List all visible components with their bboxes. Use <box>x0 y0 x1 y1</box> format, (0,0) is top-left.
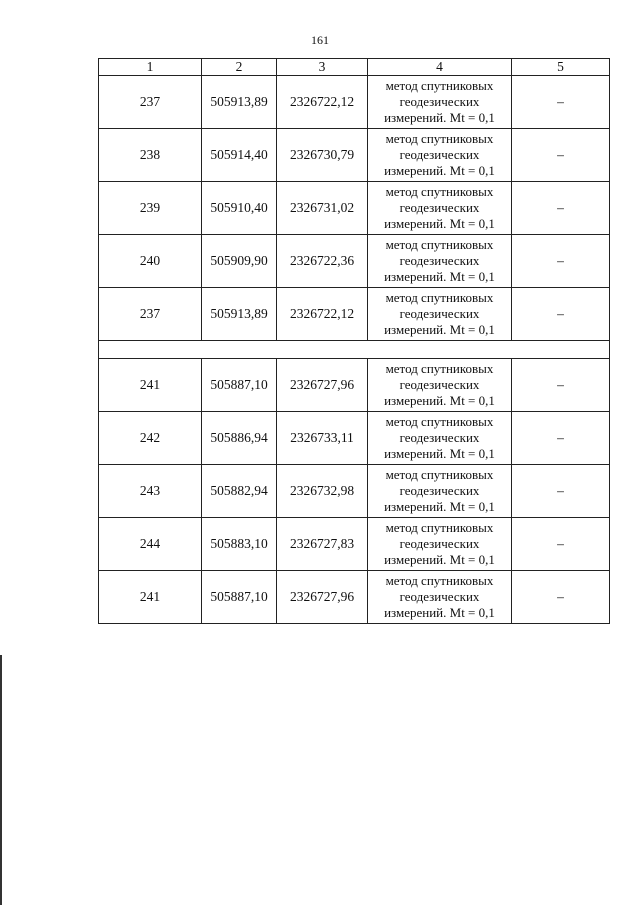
method-line: геодезических <box>399 377 480 392</box>
method-line: метод спутниковых <box>385 414 494 429</box>
x-coordinate: 505883,10 <box>202 518 277 571</box>
y-coordinate: 2326732,98 <box>277 465 368 518</box>
note-cell: – <box>512 465 610 518</box>
method-line: метод спутниковых <box>385 78 494 93</box>
x-coordinate: 505886,94 <box>202 412 277 465</box>
y-coordinate: 2326722,12 <box>277 76 368 129</box>
method-cell <box>368 288 512 341</box>
note-cell: – <box>512 235 610 288</box>
x-coordinate: 505887,10 <box>202 359 277 412</box>
column-header: 2 <box>202 59 277 76</box>
method-line: измерений. Mt = 0,1 <box>384 216 495 231</box>
point-number: 244 <box>99 518 202 571</box>
method-line: метод спутниковых <box>385 184 494 199</box>
y-coordinate: 2326722,12 <box>277 288 368 341</box>
method-cell <box>368 518 512 571</box>
page-number: 161 <box>311 33 329 47</box>
method-line: геодезических <box>399 430 480 445</box>
note-cell: – <box>512 359 610 412</box>
method-cell <box>368 359 512 412</box>
x-coordinate: 505914,40 <box>202 129 277 182</box>
method-line: метод спутниковых <box>385 520 494 535</box>
group-separator-row <box>99 341 610 359</box>
point-number: 237 <box>99 76 202 129</box>
y-coordinate: 2326727,83 <box>277 518 368 571</box>
x-coordinate: 505909,90 <box>202 235 277 288</box>
y-coordinate: 2326727,96 <box>277 571 368 624</box>
y-coordinate: 2326722,36 <box>277 235 368 288</box>
x-coordinate: 505913,89 <box>202 288 277 341</box>
method-line: геодезических <box>399 200 480 215</box>
note-cell: – <box>512 412 610 465</box>
table-row <box>99 288 610 341</box>
method-line: измерений. Mt = 0,1 <box>384 163 495 178</box>
method-line: измерений. Mt = 0,1 <box>384 269 495 284</box>
method-line: метод спутниковых <box>385 290 494 305</box>
table-row <box>99 359 610 412</box>
method-line: метод спутниковых <box>385 573 494 588</box>
table-row <box>99 235 610 288</box>
table-row <box>99 465 610 518</box>
table-row <box>99 182 610 235</box>
method-line: измерений. Mt = 0,1 <box>384 322 495 337</box>
point-number: 237 <box>99 288 202 341</box>
table-row <box>99 518 610 571</box>
y-coordinate: 2326733,11 <box>277 412 368 465</box>
method-line: измерений. Mt = 0,1 <box>384 499 495 514</box>
method-line: измерений. Mt = 0,1 <box>384 110 495 125</box>
scan-edge-line <box>0 655 2 905</box>
method-cell <box>368 76 512 129</box>
table-header-row <box>99 59 610 76</box>
note-cell: – <box>512 518 610 571</box>
column-header: 4 <box>368 59 512 76</box>
point-number: 241 <box>99 359 202 412</box>
note-cell: – <box>512 129 610 182</box>
note-cell: – <box>512 571 610 624</box>
point-number: 240 <box>99 235 202 288</box>
method-cell <box>368 412 512 465</box>
coordinates-table <box>98 58 610 624</box>
method-line: геодезических <box>399 536 480 551</box>
method-line: измерений. Mt = 0,1 <box>384 446 495 461</box>
method-cell <box>368 129 512 182</box>
x-coordinate: 505887,10 <box>202 571 277 624</box>
point-number: 241 <box>99 571 202 624</box>
method-line: метод спутниковых <box>385 237 494 252</box>
note-cell: – <box>512 182 610 235</box>
table-row <box>99 76 610 129</box>
table-row <box>99 571 610 624</box>
x-coordinate: 505913,89 <box>202 76 277 129</box>
method-line: метод спутниковых <box>385 467 494 482</box>
group-separator-cell <box>99 341 610 359</box>
method-line: геодезических <box>399 306 480 321</box>
note-cell: – <box>512 288 610 341</box>
y-coordinate: 2326731,02 <box>277 182 368 235</box>
table-row <box>99 129 610 182</box>
column-header: 1 <box>99 59 202 76</box>
point-number: 242 <box>99 412 202 465</box>
note-cell: – <box>512 76 610 129</box>
method-line: геодезических <box>399 147 480 162</box>
method-line: геодезических <box>399 253 480 268</box>
method-cell <box>368 465 512 518</box>
method-cell <box>368 182 512 235</box>
point-number: 238 <box>99 129 202 182</box>
method-line: геодезических <box>399 483 480 498</box>
method-line: геодезических <box>399 94 480 109</box>
method-cell <box>368 571 512 624</box>
x-coordinate: 505910,40 <box>202 182 277 235</box>
y-coordinate: 2326727,96 <box>277 359 368 412</box>
column-header: 3 <box>277 59 368 76</box>
point-number: 243 <box>99 465 202 518</box>
table-row <box>99 412 610 465</box>
method-line: метод спутниковых <box>385 131 494 146</box>
x-coordinate: 505882,94 <box>202 465 277 518</box>
method-line: геодезических <box>399 589 480 604</box>
method-line: измерений. Mt = 0,1 <box>384 552 495 567</box>
method-line: измерений. Mt = 0,1 <box>384 393 495 408</box>
y-coordinate: 2326730,79 <box>277 129 368 182</box>
method-cell <box>368 235 512 288</box>
method-line: измерений. Mt = 0,1 <box>384 605 495 620</box>
method-line: метод спутниковых <box>385 361 494 376</box>
point-number: 239 <box>99 182 202 235</box>
column-header: 5 <box>512 59 610 76</box>
